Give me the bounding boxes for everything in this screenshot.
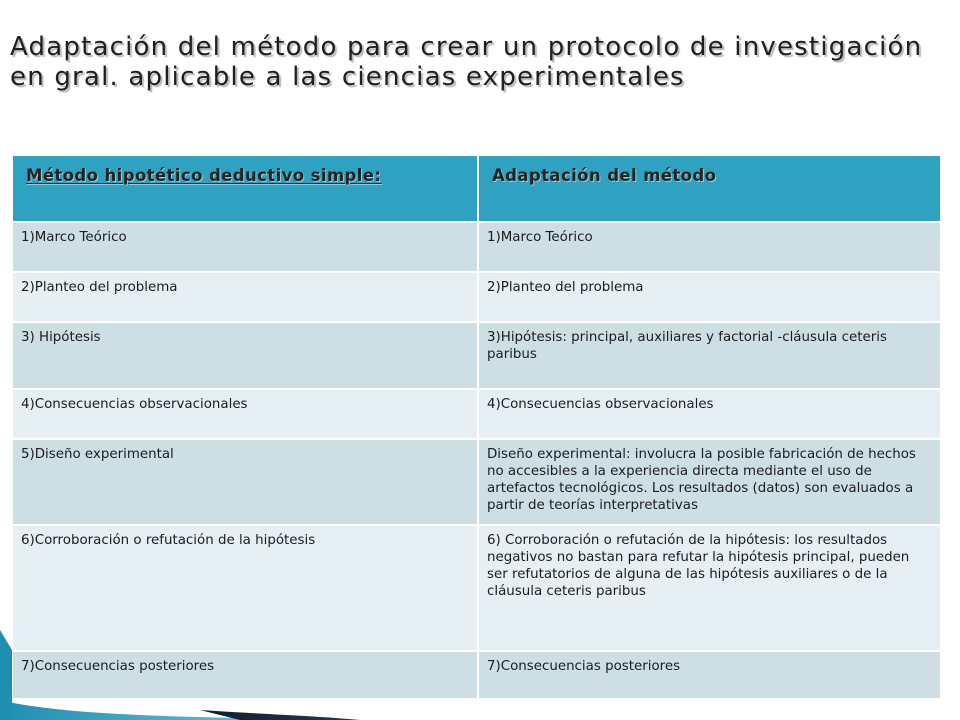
cell-simple: 5)Diseño experimental [13, 439, 478, 525]
cell-adapted: 3)Hipótesis: principal, auxiliares y factorial -cláusula ceteris paribus [478, 322, 941, 389]
cell-adapted: 6) Corroboración o refutación de la hipótesis: los resultados negativos no bastan para refutar la hipótesis principal, pueden ser refutatorios de alguna de las hipótesis auxiliares o de la cláusula ceteris paribus [478, 525, 941, 651]
cell-adapted: 7)Consecuencias posteriores [478, 651, 941, 698]
table-row [13, 525, 941, 651]
cell-simple: 2)Planteo del problema [13, 272, 478, 322]
teal-edge [0, 630, 12, 720]
header-simple-method: Método hipotético deductivo simple: [13, 156, 478, 222]
comparison-table [13, 156, 942, 698]
table-row [13, 222, 941, 272]
table-row [13, 439, 941, 525]
cell-adapted: 4)Consecuencias observacionales [478, 389, 941, 439]
cell-simple: 1)Marco Teórico [13, 222, 478, 272]
cell-simple: 7)Consecuencias posteriores [13, 651, 478, 698]
cell-adapted: 1)Marco Teórico [478, 222, 941, 272]
cell-adapted: 2)Planteo del problema [478, 272, 941, 322]
cell-adapted: Diseño experimental: involucra la posible fabricación de hechos no accesibles a la experiencia directa mediante el uso de artefactos tecnológicos. Los resultados (datos) son evaluados a partir de teorías interpretativas [478, 439, 941, 525]
table-row [13, 322, 941, 389]
cell-simple: 4)Consecuencias observacionales [13, 389, 478, 439]
header-adapted-method: Adaptación del método [478, 156, 941, 222]
cell-simple: 6)Corroboración o refutación de la hipótesis [13, 525, 478, 651]
teal-swoosh [0, 700, 380, 720]
cell-simple: 3) Hipótesis [13, 322, 478, 389]
table-row [13, 389, 941, 439]
table-row [13, 651, 941, 698]
table-header-row [13, 156, 941, 222]
slide-title: Adaptación del método para crear un protocolo de investigación en gral. aplicable a las ciencias experimentales [10, 32, 923, 92]
table-row [13, 272, 941, 322]
